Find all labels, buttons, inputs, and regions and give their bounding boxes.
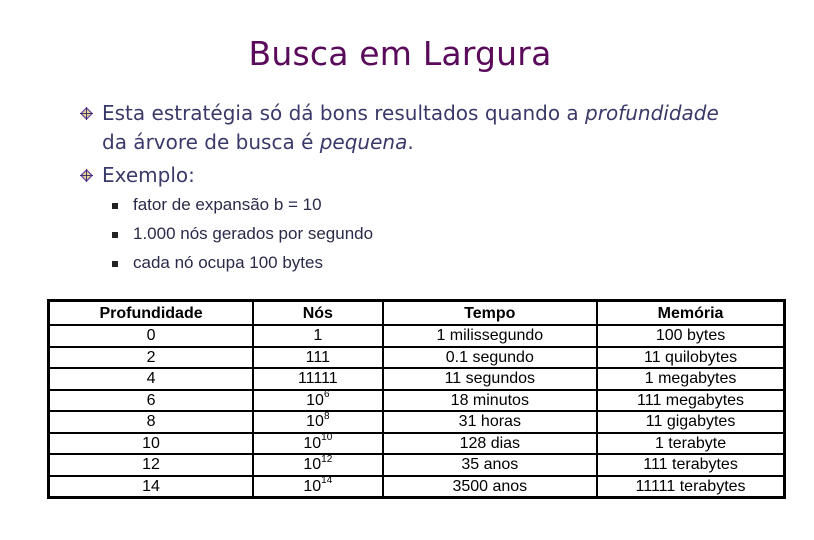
cell-time: 1 milissegundo [383,325,598,347]
cell-depth: 10 [49,433,254,455]
cell-nodes-exponent: 14 [321,475,333,487]
cell-nodes-value: 111 [305,348,330,366]
cell-nodes-exponent: 10 [321,432,333,444]
table-header-row [49,301,785,326]
slide-title: Busca em Largura [248,34,552,73]
cell-time: 128 dias [383,433,598,455]
cell-time: 3500 anos [383,476,598,498]
sub-item-text: cada nó ocupa 100 bytes [133,253,323,272]
bullet-2-text: Exemplo: [102,163,195,187]
column-header-depth: Profundidade [49,301,254,326]
cell-nodes [253,368,382,390]
cell-nodes [253,411,382,433]
bullet-1-line2-end: . [407,130,414,154]
cell-memory: 111 megabytes [597,390,784,412]
cell-nodes-value: 1 [313,327,323,345]
cell-nodes-value: 10 [303,477,322,495]
bullet-1-line2-text: da árvore de busca é [102,130,320,154]
square-bullet-icon [112,232,118,238]
cell-nodes-exponent: 12 [321,453,333,465]
cell-nodes [253,325,382,347]
cell-depth: 4 [49,368,254,390]
cell-time: 18 minutos [383,390,598,412]
diamond-bullet-icon [80,169,93,182]
cell-nodes [253,476,382,498]
sub-item-text: fator de expansão b = 10 [133,195,322,214]
cell-time: 0.1 segundo [383,347,598,369]
cell-nodes [253,454,382,476]
cell-nodes-value: 10 [303,434,322,452]
cell-depth: 14 [49,476,254,498]
table-row [49,347,785,369]
cell-depth: 8 [49,411,254,433]
bullet-1-line2-emphasis: pequena [319,130,408,154]
cell-nodes-value: 11111 [297,370,338,388]
table-row [49,433,785,455]
breadth-first-search-table [47,299,786,499]
table-row [49,476,785,498]
cell-nodes [253,433,382,455]
square-bullet-icon [112,261,118,267]
cell-depth: 6 [49,390,254,412]
cell-depth: 2 [49,347,254,369]
table-row [49,368,785,390]
cell-time: 31 horas [383,411,598,433]
cell-nodes-value: 10 [306,391,324,409]
cell-time: 35 anos [383,454,598,476]
cell-nodes-exponent: 8 [323,410,330,422]
diamond-bullet-icon [80,107,93,120]
cell-nodes-exponent: 6 [323,389,330,401]
cell-memory: 111 terabytes [597,454,784,476]
cell-depth: 12 [49,454,254,476]
sub-item-text: 1.000 nós gerados por segundo [133,224,374,243]
cell-memory: 1 terabyte [597,433,784,455]
table-row [49,390,785,412]
bullet-1-text: Esta estratégia só dá bons resultados quando a [102,101,586,125]
column-header-nodes: Nós [253,301,382,326]
cell-nodes-value: 10 [306,413,324,431]
cell-nodes [253,347,382,369]
table-row [49,325,785,347]
column-header-time: Tempo [383,301,598,326]
cell-depth: 0 [49,325,254,347]
column-header-memory: Memória [597,301,784,326]
cell-memory: 11111 terabytes [597,476,784,498]
table-row [49,454,785,476]
bullet-1-emphasis: profundidade [585,101,719,125]
square-bullet-icon [112,203,118,209]
cell-memory: 11 gigabytes [597,411,784,433]
cell-nodes-value: 10 [303,456,322,474]
cell-memory: 100 bytes [597,325,784,347]
table-row [49,411,785,433]
cell-nodes [253,390,382,412]
cell-time: 11 segundos [383,368,598,390]
table-body [49,325,785,498]
cell-memory: 11 quilobytes [597,347,784,369]
cell-memory: 1 megabytes [597,368,784,390]
